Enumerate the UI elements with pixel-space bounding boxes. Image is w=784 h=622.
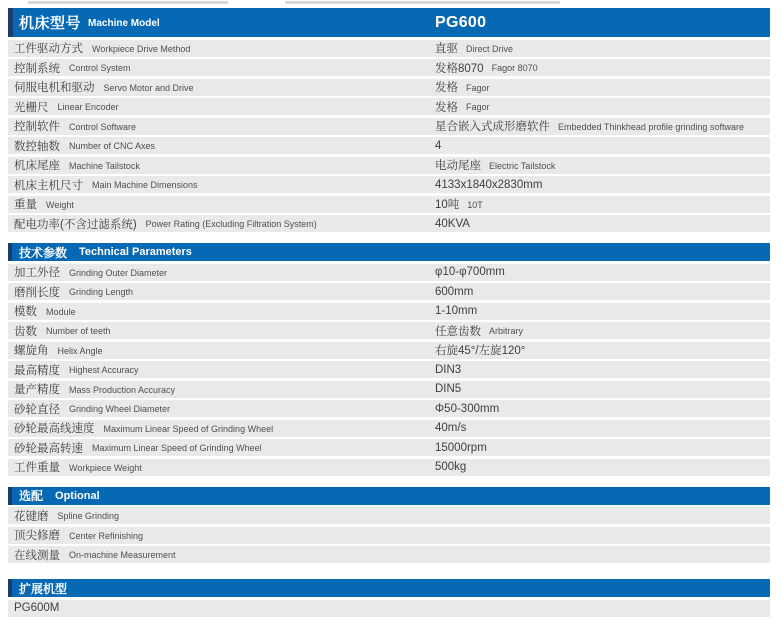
- row-label-en: Main Machine Dimensions: [92, 180, 198, 190]
- spec-row: [8, 137, 770, 154]
- spec-row: [8, 176, 770, 193]
- row-value: 40m/s: [435, 422, 467, 434]
- row-label-en: Mass Production Accuracy: [69, 384, 176, 395]
- spec-row: [8, 215, 770, 232]
- spec-row: [8, 40, 770, 57]
- row-label-zh: 量产精度: [14, 384, 60, 396]
- spec-row: [8, 381, 770, 398]
- extended-model-row: [8, 600, 770, 617]
- row-label-zh: 螺旋角: [14, 345, 49, 357]
- row-label-en: Workpiece Drive Method: [92, 43, 191, 54]
- row-label-en: Grinding Wheel Diameter: [69, 404, 171, 414]
- row-value: 600mm: [435, 285, 474, 298]
- option-row: [8, 507, 770, 524]
- row-label-zh: 控制系统: [14, 62, 60, 75]
- section-label-zh: 扩展机型: [19, 581, 68, 596]
- option-row: [8, 546, 770, 563]
- row-value: φ10-φ700mm: [435, 266, 505, 278]
- row-value: Φ50-300mm: [435, 402, 500, 415]
- row-label-zh: 顶尖修磨: [14, 530, 60, 542]
- row-label-zh: 在线测量: [14, 549, 60, 562]
- section-label-en: Optional: [55, 489, 100, 502]
- row-label-en: Maximum Linear Speed of Grinding Wheel: [92, 443, 262, 453]
- row-label-en: Grinding Outer Diameter: [69, 267, 168, 278]
- spec-row: [8, 98, 770, 115]
- row-value: 发格 Fagor: [435, 101, 490, 114]
- spec-row: [8, 322, 770, 339]
- technical-parameters-header: [8, 243, 770, 261]
- row-value: 直驱 Direct Drive: [435, 43, 514, 55]
- spec-row: [8, 400, 770, 417]
- row-label-en: Control Software: [69, 121, 137, 132]
- row-label-en: Grinding Length: [69, 287, 134, 297]
- row-value: 星合嵌入式成形磨软件 Embedded Thinkhead profile grinding software: [435, 121, 744, 133]
- row-value: 4: [435, 139, 442, 152]
- row-label-zh: 磨削长度: [14, 286, 60, 299]
- row-label-en: Control System: [69, 63, 131, 73]
- spec-row: [8, 157, 770, 174]
- spec-row: [8, 79, 770, 96]
- machine-model-label-zh: 机床型号: [19, 15, 82, 32]
- machine-model-header: [8, 8, 770, 37]
- spec-row: [8, 283, 770, 300]
- row-label-zh: 机床尾座: [14, 160, 60, 172]
- spec-row: [8, 196, 770, 213]
- section-label-zh: 技术参数: [19, 245, 68, 260]
- row-value: 发格 Fagor: [435, 82, 490, 94]
- extended-model-value: PG600M: [14, 602, 60, 614]
- row-label-zh: 数控轴数: [14, 140, 60, 153]
- row-label-en: Number of CNC Axes: [69, 141, 156, 151]
- row-label-en: Linear Encoder: [57, 102, 119, 112]
- row-label-zh: 砂轮最高转速: [14, 442, 83, 455]
- row-label-zh: 控制软件: [14, 121, 60, 133]
- row-label-en: Weight: [46, 199, 74, 210]
- row-label-en: Spline Grinding: [57, 511, 120, 521]
- row-label-en: Number of teeth: [46, 326, 111, 336]
- optional-header: [8, 487, 770, 505]
- row-label-en: Workpiece Weight: [69, 462, 142, 473]
- spec-row: [8, 118, 770, 135]
- row-label-zh: 加工外径: [14, 267, 60, 279]
- section-label-zh: 选配: [19, 489, 44, 503]
- row-label-zh: 花键磨: [14, 510, 49, 523]
- spec-row: [8, 420, 770, 437]
- machine-model-value: PG600: [435, 13, 487, 31]
- row-value: 15000rpm: [435, 441, 487, 454]
- row-label-zh: 配电功率(不含过滤系统): [14, 218, 137, 231]
- row-label-en: Module: [46, 306, 76, 317]
- spec-row: [8, 439, 770, 456]
- option-row: [8, 527, 770, 544]
- row-value: 电动尾座 Electric Tailstock: [435, 160, 556, 172]
- spec-row: [8, 342, 770, 359]
- row-label-en: Helix Angle: [57, 345, 103, 356]
- row-value: 任意齿数 Arbitrary: [435, 325, 524, 338]
- row-label-zh: 光栅尺: [14, 101, 49, 114]
- machine-model-label-en: Machine Model: [88, 18, 160, 29]
- row-value: DIN5: [435, 383, 462, 395]
- row-value: 右旋45°/左旋120°: [435, 345, 526, 357]
- row-label-en: Center Refinishing: [69, 530, 144, 541]
- spec-sheet: [8, 8, 770, 619]
- row-label-zh: 模数: [14, 306, 37, 318]
- row-value: 发格8070 Fagor 8070: [435, 62, 538, 75]
- spec-row: [8, 264, 770, 281]
- row-label-en: Maximum Linear Speed of Grinding Wheel: [103, 423, 274, 434]
- spec-row: [8, 303, 770, 320]
- row-value: 1-10mm: [435, 305, 478, 317]
- row-label-zh: 齿数: [14, 325, 37, 338]
- row-label-zh: 重量: [14, 199, 37, 211]
- row-value: 500kg: [435, 461, 467, 473]
- spec-row: [8, 59, 770, 76]
- row-label-zh: 砂轮直径: [14, 403, 60, 416]
- crop-artifact: [28, 1, 228, 4]
- row-label-en: Machine Tailstock: [69, 160, 140, 171]
- row-label-zh: 工件重量: [14, 462, 60, 474]
- spec-row: [8, 361, 770, 378]
- row-label-en: Highest Accuracy: [69, 365, 139, 375]
- row-label-zh: 最高精度: [14, 364, 60, 377]
- row-value: DIN3: [435, 363, 462, 376]
- crop-artifact: [285, 1, 560, 4]
- row-label-zh: 工件驱动方式: [14, 43, 83, 55]
- row-label-zh: 伺服电机和驱动: [14, 82, 95, 94]
- row-label-en: On-machine Measurement: [69, 550, 176, 560]
- row-label-zh: 机床主机尺寸: [14, 179, 83, 192]
- row-label-en: Power Rating (Excluding Filtration System): [145, 219, 317, 229]
- section-label-en: Technical Parameters: [79, 246, 192, 258]
- row-label-en: Servo Motor and Drive: [103, 82, 194, 93]
- row-value: 10吨 10T: [435, 199, 483, 211]
- row-label-zh: 砂轮最高线速度: [14, 423, 95, 435]
- row-value: 4133x1840x2830mm: [435, 178, 543, 191]
- spec-row: [8, 459, 770, 476]
- extended-models-header: [8, 579, 770, 597]
- row-value: 40KVA: [435, 217, 470, 230]
